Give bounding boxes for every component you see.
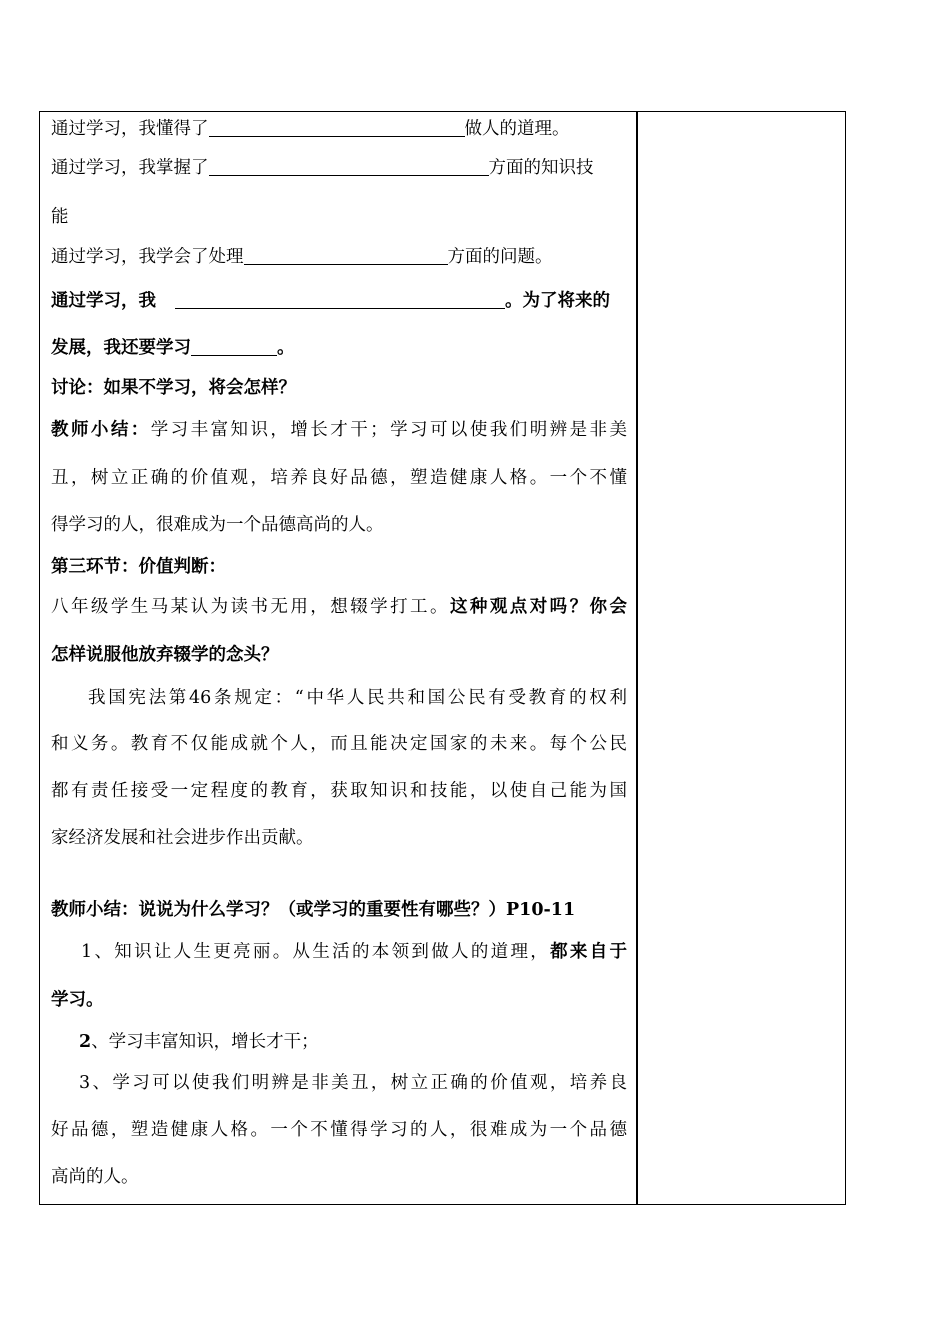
teacher-summary-1-cont: 丑，树立正确的价值观，培养良好品德，塑造健康人格。一个不懂 bbox=[51, 468, 627, 488]
teacher-summary-1-end: 得学习的人，很难成为一个品德高尚的人。 bbox=[51, 515, 384, 535]
constitution-quote-3: 都有责任接受一定程度的教育，获取知识和技能，以使自己能为国 bbox=[51, 781, 627, 801]
constitution-quote-1: 我国宪法第46条规定：“中华人民共和国公民有受教育的权利 bbox=[88, 688, 627, 708]
point-one-end: 学习。 bbox=[51, 990, 104, 1010]
constitution-quote-2: 和义务。教育不仅能成就个人，而且能决定国家的未来。每个公民 bbox=[51, 734, 627, 754]
fill-blank[interactable] bbox=[209, 157, 489, 176]
point-three-cont: 好品德，塑造健康人格。一个不懂得学习的人，很难成为一个品德 bbox=[51, 1120, 627, 1140]
point-two: 2、学习丰富知识，增长才干； bbox=[79, 1032, 319, 1052]
section-three-heading: 第三环节：价值判断： bbox=[51, 557, 226, 577]
discussion-question: 讨论：如果不学习，将会怎样？ bbox=[51, 378, 296, 398]
teacher-summary-2: 教师小结：说说为什么学习？（或学习的重要性有哪些？）P10-11 bbox=[51, 900, 576, 920]
fill-blank[interactable] bbox=[175, 290, 505, 309]
line-learned-handle: 通过学习，我学会了处理 方面的问题。 bbox=[51, 247, 553, 267]
line-develop: 发展，我还要学习 。 bbox=[51, 338, 295, 358]
teacher-summary-1: 教师小结：学习丰富知识，增长才干；学习可以使我们明辨是非美 bbox=[51, 420, 628, 440]
constitution-quote-4: 家经济发展和社会进步作出贡献。 bbox=[51, 828, 314, 848]
case-question: 怎样说服他放弃辍学的念头？ bbox=[51, 645, 279, 665]
line-mastered: 通过学习，我掌握了 方面的知识技 bbox=[51, 158, 594, 178]
fill-blank[interactable] bbox=[209, 118, 465, 137]
line-understood: 通过学习，我懂得了 做人的道理。 bbox=[51, 119, 570, 139]
point-three: 3、学习可以使我们明辨是非美丑，树立正确的价值观，培养良 bbox=[79, 1073, 627, 1093]
column-divider bbox=[636, 111, 638, 1205]
case-scenario: 八年级学生马某认为读书无用，想辍学打工。这种观点对吗？你会 bbox=[51, 597, 628, 617]
line-through-learning: 通过学习，我 。为了将来的 bbox=[51, 291, 610, 311]
line-skill-cont: 能 bbox=[51, 207, 69, 227]
fill-blank[interactable] bbox=[244, 246, 448, 265]
fill-blank[interactable] bbox=[191, 337, 277, 356]
point-three-end: 高尚的人。 bbox=[51, 1167, 139, 1187]
point-one: 1、知识让人生更亮丽。从生活的本领到做人的道理，都来自于 bbox=[81, 942, 628, 962]
